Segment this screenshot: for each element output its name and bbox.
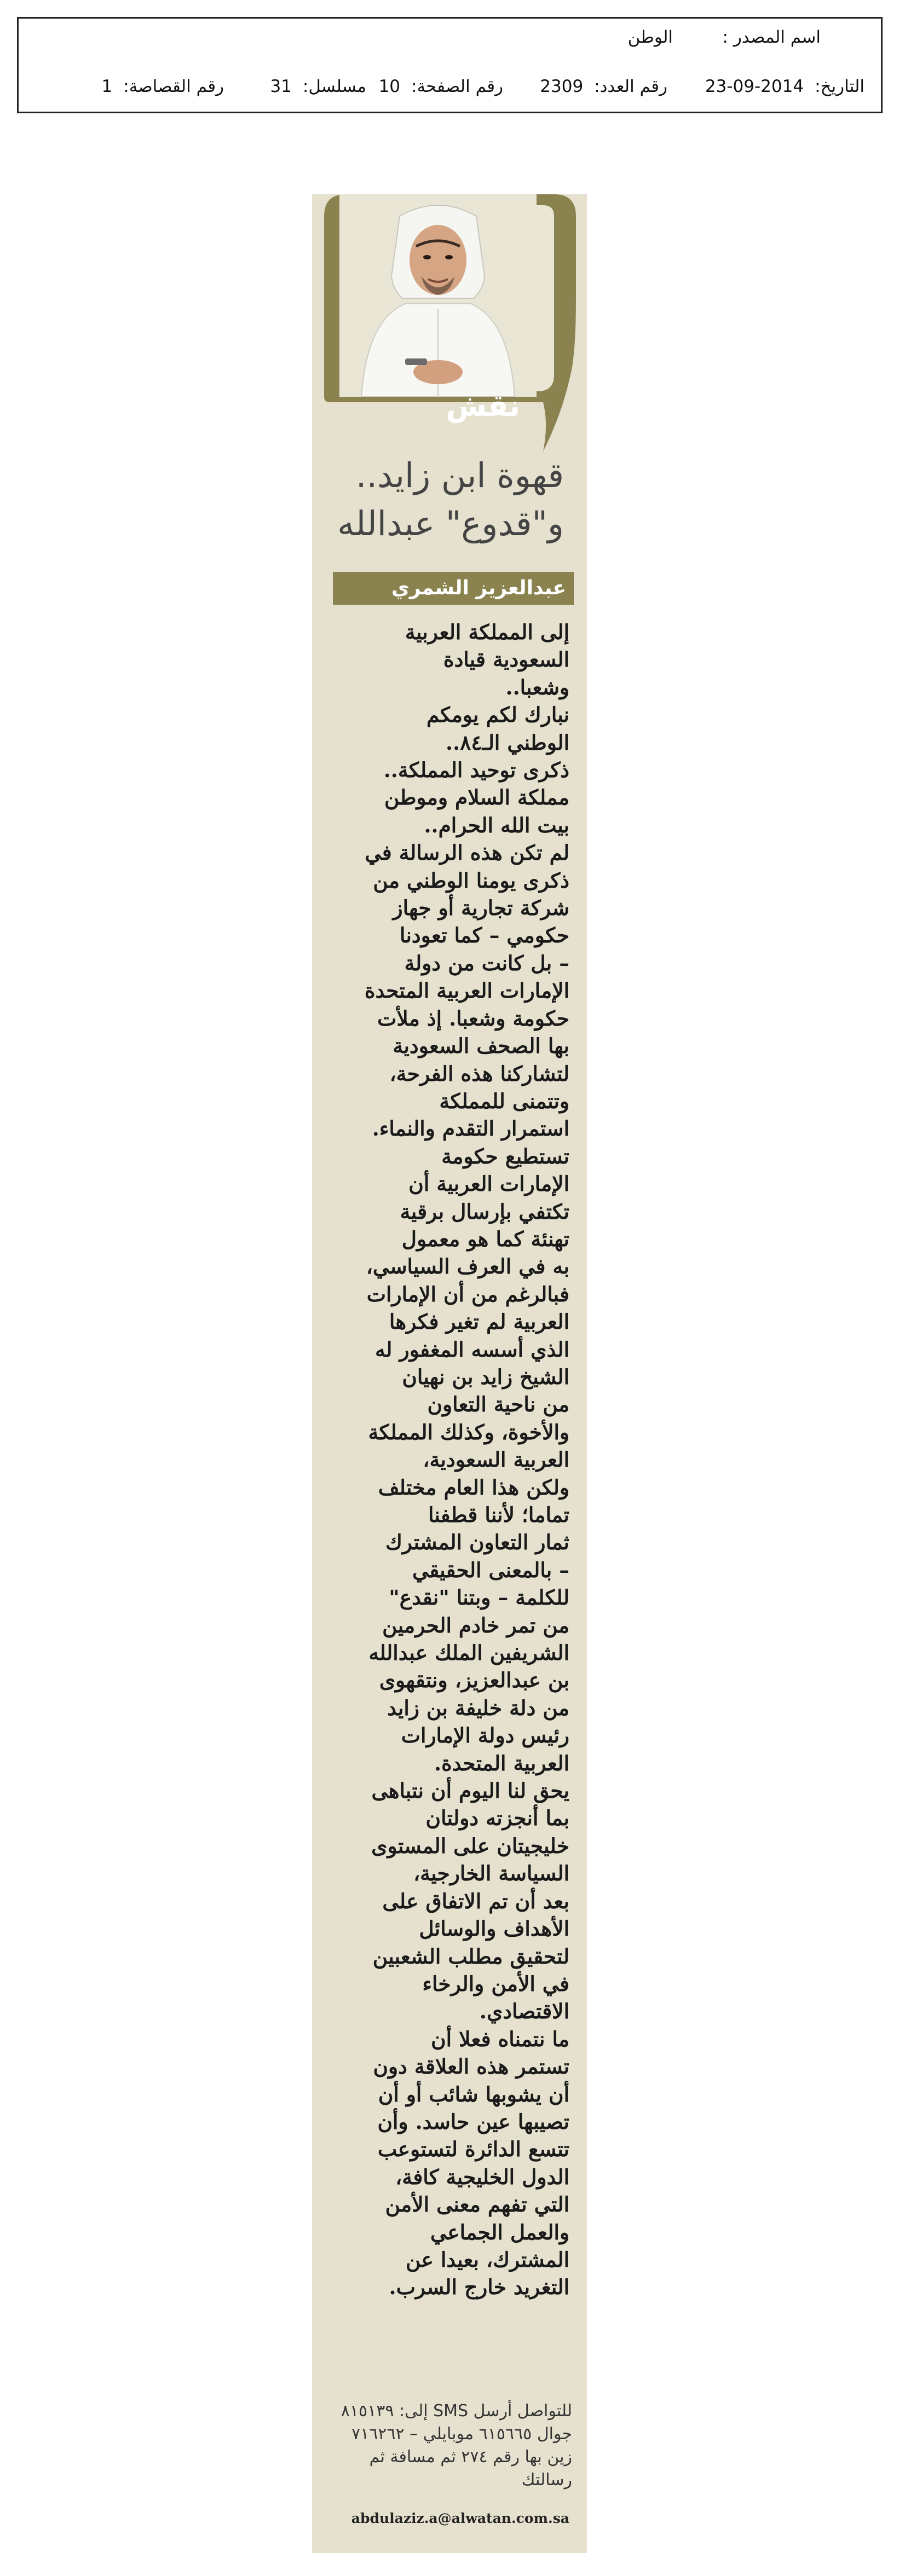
body-line: بن عبدالعزيز، ونتقهوى [379,1668,569,1693]
issue-label: رقم العدد: [594,77,667,96]
body-line: والأخوة، وكذلك المملكة [368,1420,569,1444]
body-line: العربية المتحدة. [434,1751,569,1775]
contact-line-4: رسالتك [521,2470,572,2490]
author-byline: عبدالعزيز الشمري [333,572,574,605]
date-label: التاريخ: [815,77,864,96]
body-line: تكتفي بإرسال برقية [400,1199,569,1224]
body-line: الذي أسسه المغفور له [374,1337,569,1362]
body-line: نبارك لكم يومكم [426,703,569,727]
body-line: من ناحية التعاون [427,1392,569,1417]
body-line: من تمر خادم الحرمين [382,1613,569,1637]
contact-info [323,2400,572,2492]
body-line: الدول الخليجية كافة، [395,2164,569,2189]
source-field [717,27,826,47]
page-value: 10 [378,77,401,96]
body-line: السعودية قيادة [443,647,569,672]
contact-line-1: للتواصل أرسل SMS إلى: ٨١٥١٣٩ [341,2401,572,2421]
serial-field [264,77,372,96]
section-label: نقش [446,389,520,423]
body-line: يحق لنا اليوم أن نتباهى [371,1779,569,1803]
body-line: تستطيع حكومة [441,1144,569,1168]
author-photo [339,194,537,397]
newspaper-column [312,194,587,2553]
contact-line-3: زين بها رقم ٢٧٤ ثم مسافة ثم [369,2447,572,2467]
body-line: وشعبا.. [505,675,569,699]
body-line: ثمار التعاون المشترك [385,1530,569,1555]
article-body [323,618,569,2301]
body-line: وتتمنى للمملكة [439,1089,569,1113]
body-line: تهنئة كما هو معمول [401,1226,569,1251]
body-line: لم تكن هذه الرسالة في [365,841,569,865]
body-line: – بالمعنى الحقيقي [412,1558,569,1582]
source-label: اسم المصدر : [722,27,821,47]
body-line: المشترك، بعيدا عن [406,2247,569,2272]
serial-value: 31 [270,77,292,96]
body-line: العربية السعودية، [423,1448,569,1472]
issue-field [534,77,673,96]
body-line: الشريفين الملك عبدالله [368,1641,569,1665]
clip-value: 1 [101,77,113,96]
body-line: شركة تجارية أو جهاز [393,896,569,921]
body-line: ولكن هذا العام مختلف [378,1475,569,1500]
body-line: تستمر هذه العلاقة دون [373,2054,569,2079]
body-line: الوطني الـ٨٤.. [446,730,569,755]
source-value-field [622,27,678,47]
body-line: ذكرى يومنا الوطني من [373,868,569,893]
body-line: تصيبها عين حاسد. وأن [377,2109,569,2134]
body-line: مملكة السلام وموطن [384,785,569,810]
body-line: بها الصحف السعودية [393,1034,569,1058]
body-line: الشيخ زايد بن نهيان [402,1364,569,1389]
clip-field [96,77,229,96]
body-line: الأهداف والوسائل [419,1917,569,1941]
headline-line-2: و"قدوع" عبدالله [337,503,564,543]
body-line: من دلة خليفة بن زايد [387,1695,569,1720]
body-line: إلى المملكة العربية [405,620,569,644]
clipping-metadata-box [17,17,883,113]
body-line: للكلمة – وبتنا "نقدع" [389,1585,569,1610]
author-email: abdulaziz.a@alwatan.com.sa [351,2510,569,2526]
body-line: في الأمن والرخاء [422,1971,569,1996]
meta-row-source [19,27,881,55]
body-line: حكومة وشعبا. إذ ملأت [377,1006,569,1031]
body-line: رئيس دولة الإمارات [401,1723,569,1748]
serial-label: مسلسل: [302,77,366,96]
body-line: لتشاركنا هذه الفرحة، [389,1061,569,1086]
article-headline [323,451,564,548]
body-line: به في العرف السياسي، [366,1254,569,1279]
date-field [700,77,870,96]
body-line: أن يشوبها شائب أو أن [378,2082,569,2106]
page-field [373,77,509,96]
page-label: رقم الصفحة: [411,77,503,96]
body-line: حكومي – كما تعودنا [400,923,569,948]
body-line: التغريد خارج السرب. [389,2275,569,2300]
issue-value: 2309 [540,77,584,96]
body-line: خليجيتان على المستوى [371,1833,569,1858]
body-line: والعمل الجماعي [430,2220,569,2244]
body-line: الإمارات العربية أن [408,1172,569,1196]
contact-line-2: جوال ٦١٥٦٦٥ موبايلي – ٧١٦٢٦٢ [351,2424,572,2444]
body-line: تماما؛ لأننا قطفنا [428,1503,569,1527]
body-line: الاقتصادي. [479,1999,569,2024]
meta-row-details [19,77,881,104]
body-line: الإمارات العربية المتحدة [364,979,569,1003]
headline-line-1: قهوة ابن زايد.. [355,455,564,495]
body-line: السياسة الخارجية، [413,1861,569,1886]
body-line: بيت الله الحرام.. [424,813,569,837]
source-value: الوطن [627,27,673,47]
body-line: استمرار التقدم والنماء. [372,1116,569,1141]
body-line: ما نتمناه فعلا أن [431,2027,569,2051]
body-line: تتسع الدائرة لتستوعب [377,2137,569,2162]
body-line: – بل كانت من دولة [404,951,569,975]
body-line: بعد أن تم الاتفاق على [382,1889,569,1913]
date-value: 2014-09-23 [705,77,804,96]
body-line: بما أنجزته دولتان [425,1806,569,1831]
body-line: العربية لم تغير فكرها [389,1310,569,1334]
body-line: فبالرغم من أن الإمارات [366,1282,569,1306]
body-line: ذكرى توحيد المملكة.. [383,758,569,783]
body-line: التي تفهم معنى الأمن [385,2192,569,2217]
clip-label: رقم القصاصة: [123,77,224,96]
body-line: لتحقيق مطلب الشعبين [372,1944,569,1969]
